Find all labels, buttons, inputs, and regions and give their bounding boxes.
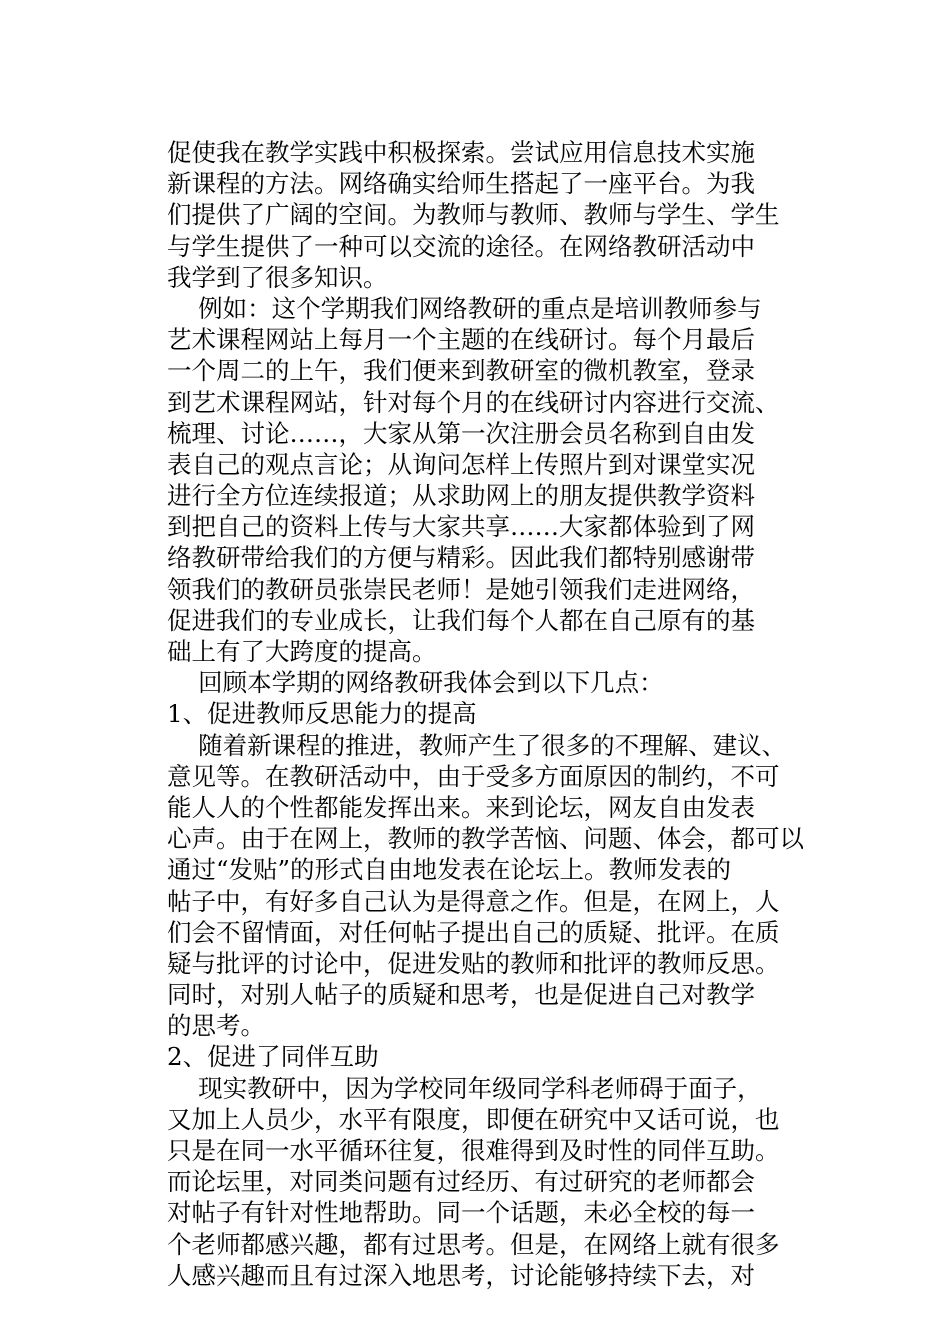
- text-line: 领我们的教研员张崇民老师！是她引领我们走进网络，: [167, 574, 755, 604]
- text-line: 到艺术课程网站，针对每个月的在线研讨内容进行交流、: [167, 387, 780, 417]
- text-line: 的思考。: [167, 1011, 265, 1041]
- section-heading: 2、促进了同伴互助: [167, 1042, 379, 1072]
- text-line: 到把自己的资料上传与大家共享……大家都体验到了网: [167, 512, 755, 542]
- text-line: 帖子中，有好多自己认为是得意之作。但是，在网上，人: [167, 886, 780, 916]
- text-line: 促使我在教学实践中积极探索。尝试应用信息技术实施: [167, 138, 755, 167]
- document-body: [167, 137, 807, 1291]
- text-line: 表自己的观点言论；从询问怎样上传照片到对课堂实况: [167, 449, 755, 479]
- text-line: 艺术课程网站上每月一个主题的在线研讨。每个月最后: [167, 325, 755, 355]
- text-line: 而论坛里，对同类问题有过经历、有过研究的老师都会: [167, 1167, 755, 1197]
- text-line: 人感兴趣而且有过深入地思考，讨论能够持续下去，对: [167, 1260, 755, 1290]
- text-line: 心声。由于在网上，教师的教学苦恼、问题、体会，都可以: [167, 824, 804, 854]
- text-line: 与学生提供了一种可以交流的途径。在网络教研活动中: [167, 231, 755, 261]
- section-heading: 1、促进教师反思能力的提高: [167, 699, 477, 729]
- text-line: 对帖子有针对性地帮助。同一个话题，未必全校的每一: [167, 1198, 755, 1228]
- text-line: 个老师都感兴趣，都有过思考。但是，在网络上就有很多: [167, 1229, 780, 1259]
- text-line: 通过“发贴”的形式自由地发表在论坛上。教师发表的: [167, 855, 732, 885]
- text-line: 络教研带给我们的方便与精彩。因此我们都特别感谢带: [167, 543, 755, 573]
- text-line: 新课程的方法。网络确实给师生搭起了一座平台。为我: [167, 169, 755, 199]
- text-line: 们提供了广阔的空间。为教师与教师、教师与学生、学生: [167, 200, 780, 230]
- text-line: 础上有了大跨度的提高。: [167, 637, 437, 666]
- text-line: 意见等。在教研活动中，由于受多方面原因的制约，不可: [167, 761, 780, 791]
- text-line: 又加上人员少，水平有限度，即便在研究中又话可说，也: [167, 1104, 780, 1134]
- text-line: 促进我们的专业成长，让我们每个人都在自己原有的基: [167, 605, 755, 635]
- text-line: 进行全方位连续报道；从求助网上的朋友提供教学资料: [167, 481, 755, 511]
- text-line: 只是在同一水平循环往复，很难得到及时性的同伴互助。: [167, 1136, 780, 1165]
- text-line: 能人人的个性都能发挥出来。来到论坛，网友自由发表: [167, 792, 755, 822]
- text-line: 随着新课程的推进，教师产生了很多的不理解、建议、: [167, 730, 787, 760]
- text-line: 例如：这个学期我们网络教研的重点是培训教师参与: [167, 293, 762, 323]
- text-line: 们会不留情面，对任何帖子提出自己的质疑、批评。在质: [167, 917, 780, 947]
- text-line: 我学到了很多知识。: [167, 262, 388, 292]
- text-line: 一个周二的上午，我们便来到教研室的微机教室，登录: [167, 356, 755, 386]
- text-line: 疑与批评的讨论中，促进发贴的教师和批评的教师反思。: [167, 948, 780, 978]
- text-line: 同时，对别人帖子的质疑和思考，也是促进自己对教学: [167, 980, 755, 1010]
- text-line: 梳理、讨论……，大家从第一次注册会员名称到自由发: [167, 418, 755, 448]
- text-line: 回顾本学期的网络教研我体会到以下几点：: [167, 668, 664, 698]
- text-line: 现实教研中，因为学校同年级同学科老师碍于面子，: [167, 1073, 762, 1103]
